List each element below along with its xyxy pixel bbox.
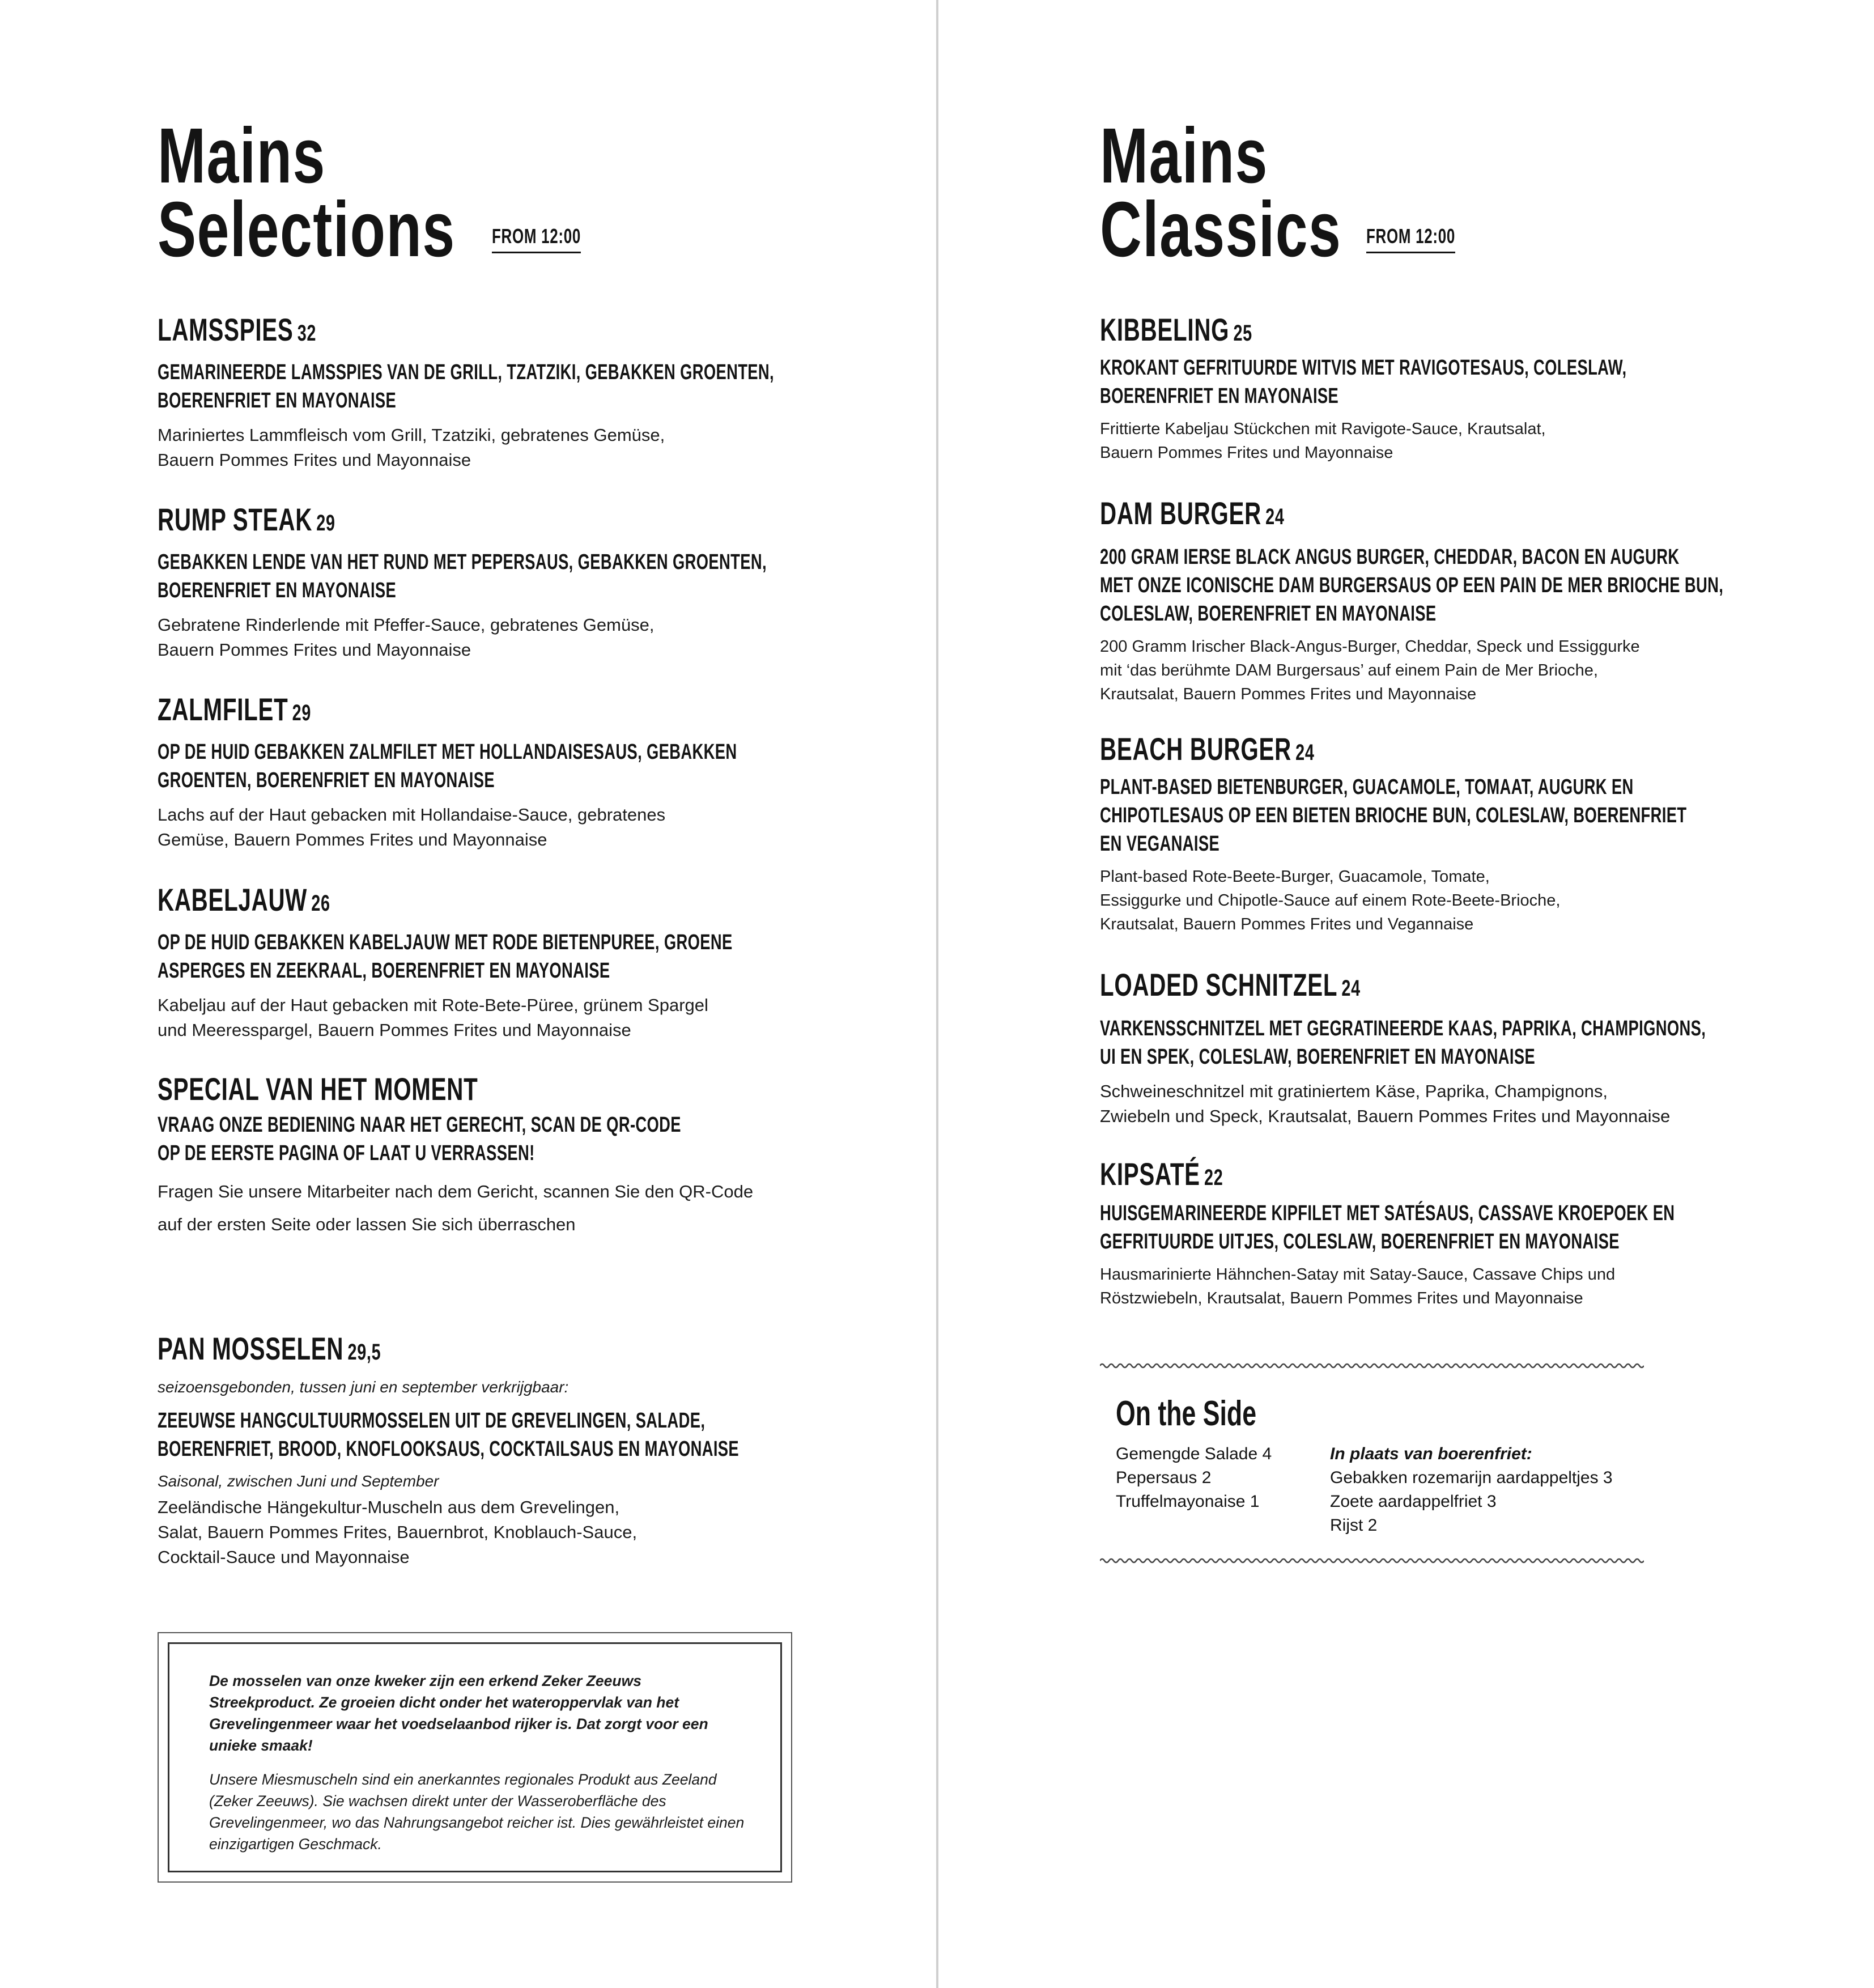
dish-description-de: Kabeljau auf der Haut gebacken mit Rote-Bete-Püree, grünem Spargel [158, 995, 708, 1015]
dish-description-nl: VARKENSSCHNITZEL MET GEGRATINEERDE KAAS, PAPRIKA, CHAMPIGNONS, [1100, 1017, 1706, 1040]
menu-item [1100, 1156, 1859, 1310]
dish-name: KABELJAUW 26 [158, 882, 330, 917]
side-item: Truffelmayonaise 1 [1116, 1492, 1260, 1511]
dish-description-de: Krautsalat, Bauern Pommes Frites und Mayonnaise [1100, 685, 1477, 703]
dish-name: LOADED SCHNITZEL 24 [1100, 967, 1361, 1003]
dish-description-de: Mariniertes Lammfleisch vom Grill, Tzatziki, gebratenes Gemüse, [158, 425, 665, 445]
dish-description-de: Gebratene Rinderlende mit Pfeffer-Sauce, gebratenes Gemüse, [158, 615, 655, 635]
dish-description-de: Bauern Pommes Frites und Mayonnaise [158, 640, 471, 660]
dish-description-nl: OP DE HUID GEBAKKEN ZALMFILET MET HOLLANDAISESAUS, GEBAKKEN [158, 740, 737, 764]
info-text-nl: De mosselen van onze kweker zijn een erkend Zeker Zeeuws Streekproduct. Ze groeien dicht onder het wateroppervlak van het Grevelingenmeer waar het voedselaanbod rijker is. Dat zorgt voor een unieke smaak! [209, 1672, 708, 1754]
season-note-nl: seizoensgebonden, tussen juni en september verkrijgbaar: [158, 1378, 569, 1396]
menu-item [158, 691, 917, 852]
dish-description-nl: 200 GRAM IERSE BLACK ANGUS BURGER, CHEDDAR, BACON EN AUGURK [1100, 545, 1680, 569]
side-list-right [1330, 1442, 1613, 1537]
dish-price: 25 [1233, 321, 1252, 346]
dish-description-de: Bauern Pommes Frites und Mayonnaise [1100, 444, 1393, 462]
dish-description-nl: VRAAG ONZE BEDIENING NAAR HET GERECHT, SCAN DE QR-CODE [158, 1113, 681, 1137]
dish-description-nl: OP DE HUID GEBAKKEN KABELJAUW MET RODE BIETENPUREE, GROENE [158, 931, 733, 954]
dish-description-de: Zwiebeln und Speck, Krautsalat, Bauern Pommes Frites und Mayonnaise [1100, 1106, 1671, 1126]
dish-price: 24 [1265, 504, 1285, 529]
dish-price: 26 [311, 891, 330, 916]
dish-price: 22 [1204, 1165, 1223, 1190]
dish-description-de: Cocktail-Sauce und Mayonnaise [158, 1547, 410, 1567]
dish-description-nl: BOERENFRIET EN MAYONAISE [1100, 384, 1339, 408]
left-from-label: FROM 12:00 [492, 224, 581, 253]
dish-description-de: auf der ersten Seite oder lassen Sie sich überraschen [158, 1214, 576, 1234]
dish-price: 32 [297, 321, 317, 346]
side-item: Gebakken rozemarijn aardappeltjes 3 [1330, 1468, 1613, 1487]
dish-description-nl: GROENTEN, BOERENFRIET EN MAYONAISE [158, 768, 495, 792]
dish-description-de: Frittierte Kabeljau Stückchen mit Ravigote-Sauce, Krautsalat, [1100, 420, 1546, 438]
side-item: Rijst 2 [1330, 1516, 1378, 1535]
dish-description-de: Zeeländische Hängekultur-Muscheln aus dem Grevelingen, [158, 1497, 620, 1517]
dish-price: 29,5 [347, 1340, 381, 1365]
right-title-line1: Mains [1100, 112, 1268, 199]
dish-description-de: Essiggurke und Chipotle-Sauce auf einem Rote-Beete-Brioche, [1100, 891, 1561, 910]
dish-name: PAN MOSSELEN 29,5 [158, 1331, 381, 1366]
menu-item [158, 312, 917, 473]
dish-description-nl: KROKANT GEFRITUURDE WITVIS MET RAVIGOTESAUS, COLESLAW, [1100, 356, 1627, 380]
dish-description-de: Salat, Bauern Pommes Frites, Bauernbrot, Knoblauch-Sauce, [158, 1522, 638, 1542]
dish-description-nl: PLANT-BASED BIETENBURGER, GUACAMOLE, TOMAAT, AUGURK EN [1100, 775, 1634, 799]
menu-item [158, 1071, 917, 1241]
page-divider [936, 0, 938, 1988]
wave-divider-bottom [1100, 1555, 1644, 1566]
dish-description-de: mit ‘das berühmte DAM Burgersaus’ auf einem Pain de Mer Brioche, [1100, 661, 1598, 679]
dish-description-nl: CHIPOTLESAUS OP EEN BIETEN BRIOCHE BUN, COLESLAW, BOERENFRIET [1100, 804, 1687, 827]
dish-description-nl: BOERENFRIET EN MAYONAISE [158, 579, 397, 602]
dish-description-nl: GEFRITUURDE UITJES, COLESLAW, BOERENFRIET EN MAYONAISE [1100, 1230, 1620, 1254]
dish-description-nl: EN VEGANAISE [1100, 832, 1220, 856]
dish-name: KIPSATÉ 22 [1100, 1156, 1223, 1192]
dish-description-nl: BOERENFRIET EN MAYONAISE [158, 389, 397, 413]
dish-description-nl: ASPERGES EN ZEEKRAAL, BOERENFRIET EN MAYONAISE [158, 959, 610, 983]
side-item: Pepersaus 2 [1116, 1468, 1212, 1487]
dish-description-nl: OP DE EERSTE PAGINA OF LAAT U VERRASSEN! [158, 1141, 535, 1165]
side-list-header: In plaats van boerenfriet: [1330, 1445, 1532, 1463]
info-text-de: Unsere Miesmuscheln sind ein anerkanntes regionales Produkt aus Zeeland (Zeker Zeeuws). Sie wachsen direkt unter der Wasseroberfläche des Grevelingenmeer, wo das Nahrungsangebot reicher ist. Dies gewährleistet einen einzigartigen Geschmack. [209, 1771, 745, 1853]
right-title-line2: Classics [1100, 186, 1342, 273]
dish-description-nl: HUISGEMARINEERDE KIPFILET MET SATÉSAUS, CASSAVE KROEPOEK EN [1100, 1201, 1675, 1225]
dish-price: 24 [1295, 740, 1315, 765]
dish-price: 29 [316, 511, 335, 536]
dish-name: BEACH BURGER 24 [1100, 731, 1315, 767]
dish-description-nl: ZEEUWSE HANGCULTUURMOSSELEN UIT DE GREVELINGEN, SALADE, [158, 1409, 706, 1433]
dish-name: ZALMFILET 29 [158, 691, 312, 727]
left-title-line2: Selections [158, 186, 456, 273]
menu-item [158, 882, 917, 1043]
on-the-side-title: On the Side [1116, 1394, 1257, 1433]
dish-description-nl: UI EN SPEK, COLESLAW, BOERENFRIET EN MAYONAISE [1100, 1045, 1536, 1069]
side-item: Zoete aardappelfriet 3 [1330, 1492, 1497, 1511]
menu-item [1100, 312, 1859, 465]
dish-name: KIBBELING 25 [1100, 312, 1252, 347]
dish-description-de: und Meeresspargel, Bauern Pommes Frites und Mayonnaise [158, 1020, 631, 1040]
dish-description-de: Fragen Sie unsere Mitarbeiter nach dem Gericht, scannen Sie den QR-Code [158, 1182, 754, 1201]
side-item: Gemengde Salade 4 [1116, 1445, 1272, 1463]
dish-description-de: 200 Gramm Irischer Black-Angus-Burger, Cheddar, Speck und Essiggurke [1100, 638, 1640, 656]
dish-price: 29 [292, 700, 312, 725]
dish-description-nl: BOERENFRIET, BROOD, KNOFLOOKSAUS, COCKTAILSAUS EN MAYONAISE [158, 1437, 740, 1461]
dish-description-de: Röstzwiebeln, Krautsalat, Bauern Pommes Frites und Mayonnaise [1100, 1289, 1583, 1307]
dish-name: LAMSSPIES 32 [158, 312, 317, 347]
right-from-label: FROM 12:00 [1366, 224, 1455, 253]
dish-description-de: Krautsalat, Bauern Pommes Frites und Vegannaise [1100, 915, 1474, 933]
mussels-info-box [158, 1632, 792, 1883]
dish-description-nl: GEBAKKEN LENDE VAN HET RUND MET PEPERSAUS, GEBAKKEN GROENTEN, [158, 550, 767, 574]
menu-item [1100, 731, 1859, 936]
dish-description-de: Gemüse, Bauern Pommes Frites und Mayonnaise [158, 830, 547, 849]
dish-description-de: Plant-based Rote-Beete-Burger, Guacamole, Tomate, [1100, 868, 1490, 886]
menu-item [1100, 967, 1859, 1129]
dish-description-de: Hausmarinierte Hähnchen-Satay mit Satay-Sauce, Cassave Chips und [1100, 1265, 1616, 1284]
dish-description-nl: GEMARINEERDE LAMSSPIES VAN DE GRILL, TZATZIKI, GEBAKKEN GROENTEN, [158, 360, 774, 384]
dish-description-nl: COLESLAW, BOERENFRIET EN MAYONAISE [1100, 602, 1437, 626]
dish-description-de: Bauern Pommes Frites und Mayonnaise [158, 450, 471, 470]
dish-name: RUMP STEAK 29 [158, 502, 335, 537]
season-note-de: Saisonal, zwischen Juni und September [158, 1472, 439, 1490]
dish-name: SPECIAL VAN HET MOMENT [158, 1071, 478, 1107]
wave-divider-top [1100, 1360, 1644, 1371]
menu-item [1100, 495, 1859, 706]
mussels-item [158, 1331, 917, 1570]
dish-description-de: Lachs auf der Haut gebacken mit Hollandaise-Sauce, gebratenes [158, 805, 666, 825]
dish-description-nl: MET ONZE ICONISCHE DAM BURGERSAUS OP EEN PAIN DE MER BRIOCHE BUN, [1100, 574, 1724, 597]
left-title-line1: Mains [158, 112, 326, 199]
side-list-left [1116, 1442, 1272, 1514]
dish-price: 24 [1341, 976, 1361, 1001]
dish-description-de: Schweineschnitzel mit gratiniertem Käse, Paprika, Champignons, [1100, 1081, 1608, 1101]
dish-name: DAM BURGER 24 [1100, 495, 1285, 531]
menu-item [158, 502, 917, 662]
